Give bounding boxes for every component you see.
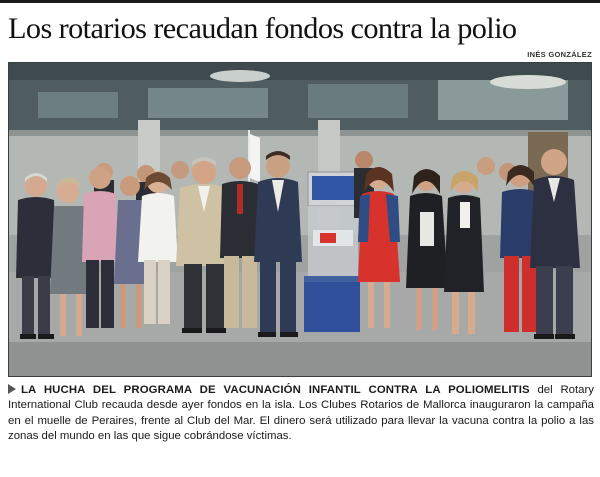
photo-caption [8, 383, 594, 445]
caption-arrow-icon [8, 384, 16, 394]
headline: Los rotarios recaudan fondos contra la polio [8, 12, 517, 45]
group-photo-illustration [8, 62, 592, 377]
caption-lead: LA HUCHA DEL PROGRAMA DE VACUNACIÓN INFANTIL CONTRA LA POLIOMELITIS [21, 384, 530, 396]
top-rule [0, 0, 600, 3]
byline: INÉS GONZÁLEZ [527, 50, 592, 59]
news-photo [8, 62, 592, 377]
caption-body: del Rotary International Club recauda desde ayer fondos en la isla. Los Clubes Rotarios de Mallorca inauguraron la campaña en el muelle de Peraires, frente al Club del Mar. El dinero será utilizado para llevar la vacuna contra la polio a las zonas del mundo en las que sigue cobrándose víctimas. [8, 384, 594, 443]
